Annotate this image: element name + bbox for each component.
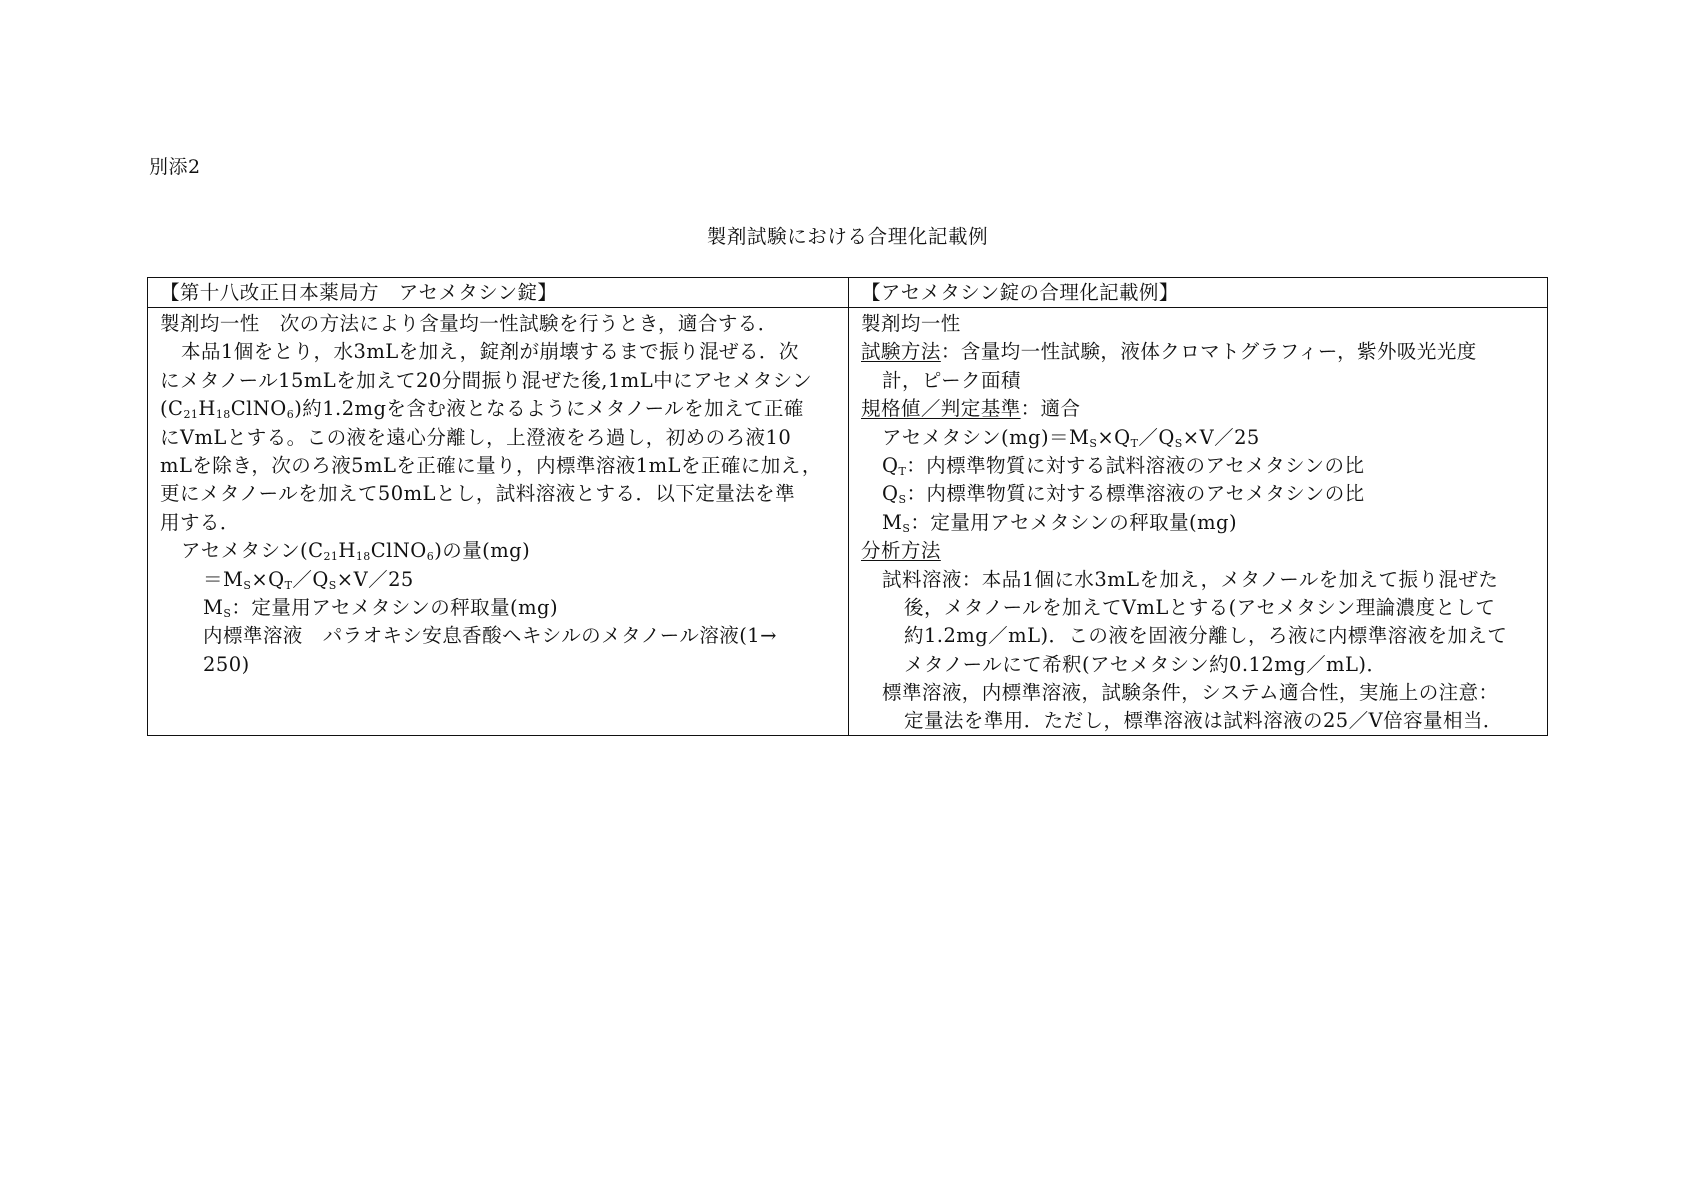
text-run: ＝M bbox=[203, 567, 244, 591]
text-line: 後，メタノールを加えてVmLとする(アセメタシン理論濃度として bbox=[904, 595, 1496, 619]
text-run: )の量(mg) bbox=[434, 539, 531, 563]
text-line: 試料溶液：本品1個に水3mLを加え，メタノールを加えて振り混ぜた bbox=[882, 567, 1499, 591]
text-line: にVmLとする。この液を遠心分離し，上澄液をろ過し，初めのろ液10 bbox=[160, 425, 792, 449]
text-line bbox=[160, 395, 838, 423]
text-run: ×V／25 bbox=[336, 567, 414, 591]
subscript: 18 bbox=[215, 408, 231, 422]
text-run: Q bbox=[882, 453, 899, 477]
definition-line bbox=[861, 452, 1537, 480]
text-run: ×V／25 bbox=[1182, 425, 1260, 449]
definition-line bbox=[160, 594, 838, 622]
pharmacopoeia-column-body bbox=[148, 308, 848, 679]
text-line bbox=[861, 395, 1537, 423]
subscript: S bbox=[1089, 436, 1098, 450]
text-line bbox=[861, 338, 1537, 366]
text-run: ：内標準物質に対する試料溶液のアセメタシンの比 bbox=[906, 453, 1365, 477]
text-run: ×Q bbox=[1097, 425, 1131, 449]
text-run: ：内標準物質に対する標準溶液のアセメタシンの比 bbox=[906, 482, 1365, 506]
definition-line bbox=[861, 480, 1537, 508]
text-run: ：含量均一性試験，液体クロマトグラフィー，紫外吸光光度 bbox=[940, 340, 1477, 364]
comparison-table bbox=[147, 277, 1548, 736]
text-run: ：適合 bbox=[1020, 397, 1081, 421]
text-run: ：定量用アセメタシンの秤取量(mg) bbox=[910, 510, 1238, 534]
subscript: 21 bbox=[183, 408, 199, 422]
text-run: H bbox=[198, 397, 216, 421]
text-run: ／Q bbox=[292, 567, 329, 591]
formula-line bbox=[861, 424, 1537, 452]
text-run: M bbox=[882, 510, 903, 534]
pharmacopoeia-column bbox=[148, 278, 849, 735]
text-run: )約1.2mgを含む液となるようにメタノールを加えて正確 bbox=[294, 397, 804, 421]
text-line: 標準溶液，内標準溶液，試験条件，システム適合性，実施上の注意： bbox=[882, 681, 1499, 705]
text-line: 約1.2mg／mL)．この液を固液分離し，ろ液に内標準溶液を加えて bbox=[904, 624, 1508, 648]
pharmacopoeia-column-header: 【第十八改正日本薬局方 アセメタシン錠】 bbox=[148, 278, 848, 308]
text-run: アセメタシン(mg)＝M bbox=[882, 425, 1090, 449]
text-line: 製剤均一性 次の方法により含量均一性試験を行うとき，適合する． bbox=[160, 312, 778, 335]
subscript: 6 bbox=[286, 408, 295, 422]
underlined-heading: 試験方法 bbox=[861, 340, 941, 364]
subscript: S bbox=[243, 578, 252, 592]
text-line: mLを除き，次のろ液5mLを正確に量り，内標準溶液1mLを正確に加え， bbox=[160, 453, 822, 477]
rationalized-column-body bbox=[849, 308, 1547, 736]
rationalized-column-header: 【アセメタシン錠の合理化記載例】 bbox=[849, 278, 1547, 308]
subscript: S bbox=[898, 493, 907, 507]
text-line: 内標準溶液 パラオキシ安息香酸ヘキシルのメタノール溶液(1→ bbox=[203, 624, 777, 648]
definition-line bbox=[861, 509, 1537, 537]
attachment-label: 別添2 bbox=[149, 156, 201, 178]
text-line: 250) bbox=[203, 652, 250, 676]
subscript: S bbox=[223, 606, 232, 620]
text-line: 本品1個をとり，水3mLを加え，錠剤が崩壊するまで振り混ぜる．次 bbox=[181, 340, 799, 364]
underlined-heading: 分析方法 bbox=[861, 539, 941, 563]
text-line bbox=[861, 537, 1537, 565]
text-run: Q bbox=[882, 482, 899, 506]
text-run: ×Q bbox=[251, 567, 285, 591]
text-run: ClNO bbox=[370, 539, 427, 563]
subscript: S bbox=[902, 521, 911, 535]
subscript: 6 bbox=[426, 550, 435, 564]
text-line: メタノールにて希釈(アセメタシン約0.12mg／mL)． bbox=[904, 652, 1387, 676]
formula-line bbox=[160, 566, 838, 594]
text-run: アセメタシン(C bbox=[181, 539, 324, 563]
text-run: H bbox=[338, 539, 356, 563]
document-title: 製剤試験における合理化記載例 bbox=[706, 225, 989, 248]
text-run: (C bbox=[160, 397, 184, 421]
section-title: 製剤均一性 bbox=[861, 312, 961, 335]
subscript: 18 bbox=[355, 550, 371, 564]
subscript: S bbox=[328, 578, 337, 592]
text-line: 更にメタノールを加えて50mLとし，試料溶液とする．以下定量法を準 bbox=[160, 482, 796, 506]
subscript: 21 bbox=[323, 550, 339, 564]
text-line: 用する． bbox=[160, 510, 240, 534]
subscript: T bbox=[284, 578, 293, 592]
text-line bbox=[160, 537, 838, 565]
rationalized-column bbox=[849, 278, 1547, 735]
text-line: 計，ピーク面積 bbox=[882, 368, 1021, 392]
text-run: ：定量用アセメタシンの秤取量(mg) bbox=[231, 595, 559, 619]
subscript: T bbox=[1130, 436, 1139, 450]
underlined-heading: 規格値／判定基準 bbox=[861, 397, 1021, 421]
text-run: M bbox=[203, 595, 224, 619]
text-line: にメタノール15mLを加えて20分間振り混ぜた後,1mL中にアセメタシン bbox=[160, 368, 813, 392]
subscript: S bbox=[1174, 436, 1183, 450]
subscript: T bbox=[898, 464, 907, 478]
text-line: 定量法を準用．ただし，標準溶液は試料溶液の25／V倍容量相当． bbox=[904, 709, 1503, 733]
text-run: ／Q bbox=[1138, 425, 1175, 449]
text-run: ClNO bbox=[230, 397, 287, 421]
